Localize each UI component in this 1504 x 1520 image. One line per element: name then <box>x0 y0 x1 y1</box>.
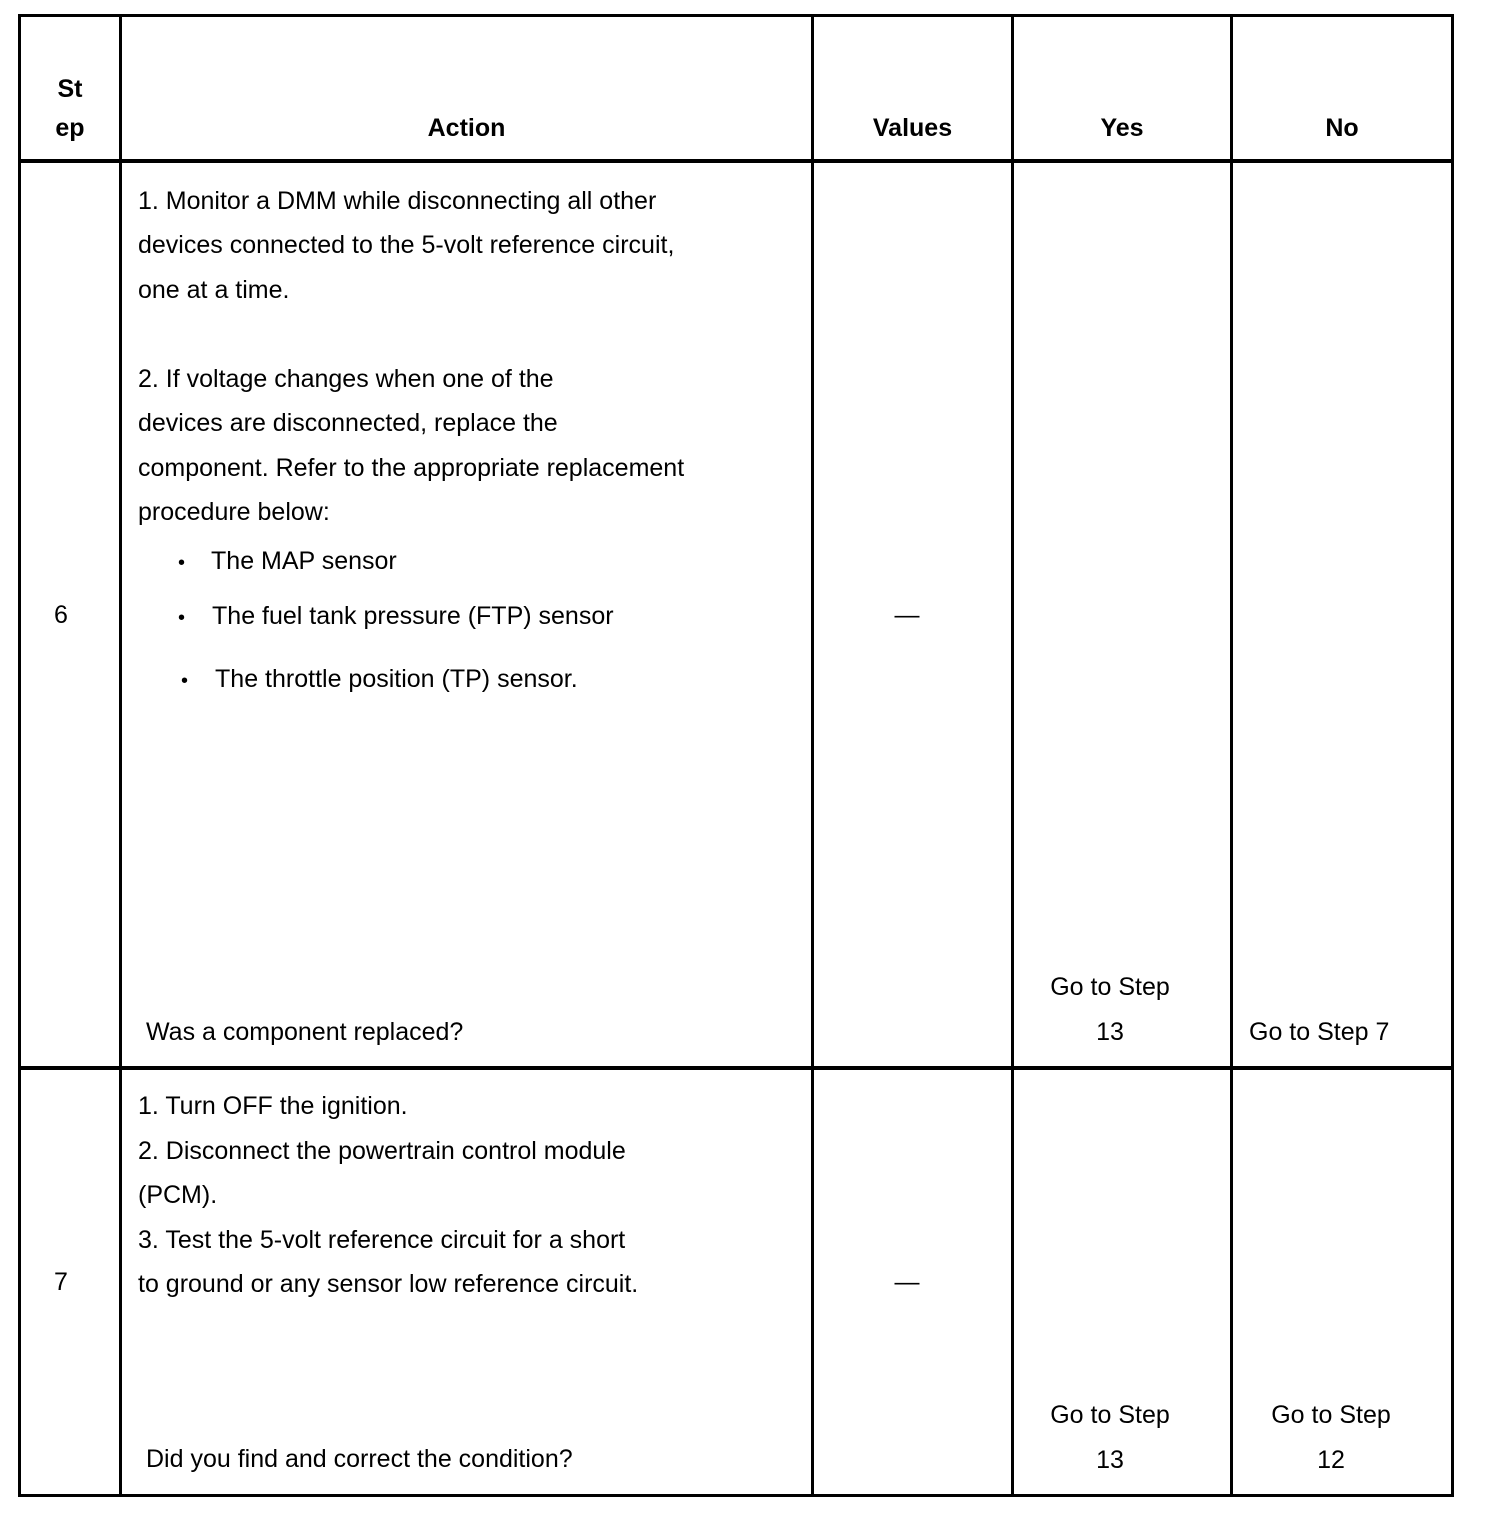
bullet-text: The MAP sensor <box>211 547 397 575</box>
bullet-dot: • <box>178 552 186 574</box>
yes-line1: Go to Step <box>1050 973 1170 1001</box>
action-line: (PCM). <box>138 1181 218 1209</box>
diagnostic-table <box>18 14 1454 1497</box>
yes-cell <box>1014 1400 1206 1475</box>
action-line: 2. Disconnect the powertrain control module <box>138 1137 626 1165</box>
action-line: to ground or any sensor low reference circuit. <box>138 1270 639 1298</box>
table-border-top <box>18 14 1454 17</box>
action-line: devices are disconnected, replace the <box>138 409 558 437</box>
yes-line2: 13 <box>1096 1018 1124 1046</box>
step-number: 7 <box>54 1268 68 1296</box>
action-line: 3. Test the 5-volt reference circuit for a short <box>138 1226 626 1254</box>
action-line: 1. Turn OFF the ignition. <box>138 1092 408 1120</box>
header-values: Values <box>872 114 953 142</box>
bullet-text: The fuel tank pressure (FTP) sensor <box>212 602 614 630</box>
table-border-bottom <box>18 1494 1454 1497</box>
no-line1: Go to Step <box>1271 1401 1391 1429</box>
header-no: No <box>1325 114 1359 142</box>
action-line: 2. If voltage changes when one of the <box>138 365 554 393</box>
col-divider-values <box>1011 14 1014 1497</box>
action-line: 1. Monitor a DMM while disconnecting all other <box>138 187 657 215</box>
bullet-item <box>178 601 614 633</box>
col-divider-step <box>119 14 122 1497</box>
values-cell: — <box>894 1268 920 1296</box>
action-line: devices connected to the 5-volt reference circuit, <box>138 231 675 259</box>
header-divider <box>18 159 1454 163</box>
step-number: 6 <box>54 601 68 629</box>
yes-cell <box>1014 972 1206 1047</box>
bullet-item <box>178 546 397 578</box>
col-divider-yes <box>1230 14 1233 1497</box>
bullet-item <box>181 664 578 696</box>
action-line: procedure below: <box>138 498 330 526</box>
bullet-text: The throttle position (TP) sensor. <box>215 665 578 693</box>
header-step-line2: ep <box>55 114 85 142</box>
table-border-right <box>1451 14 1454 1497</box>
yes-line2: 13 <box>1096 1446 1124 1474</box>
question-text: Did you find and correct the condition? <box>146 1445 573 1473</box>
question-text: Was a component replaced? <box>146 1018 464 1046</box>
header-step <box>21 74 119 143</box>
values-cell: — <box>894 601 920 629</box>
bullet-dot: • <box>178 607 186 629</box>
header-action: Action <box>427 114 506 142</box>
action-line: component. Refer to the appropriate replacement <box>138 454 685 482</box>
row-divider <box>18 1066 1454 1070</box>
header-step-line1: St <box>57 75 83 103</box>
no-cell <box>1233 1400 1429 1475</box>
header-yes: Yes <box>1100 114 1144 142</box>
action-line: one at a time. <box>138 276 290 304</box>
no-cell: Go to Step 7 <box>1249 1018 1390 1046</box>
yes-line1: Go to Step <box>1050 1401 1170 1429</box>
no-line2: 12 <box>1317 1446 1345 1474</box>
bullet-dot: • <box>181 670 189 692</box>
